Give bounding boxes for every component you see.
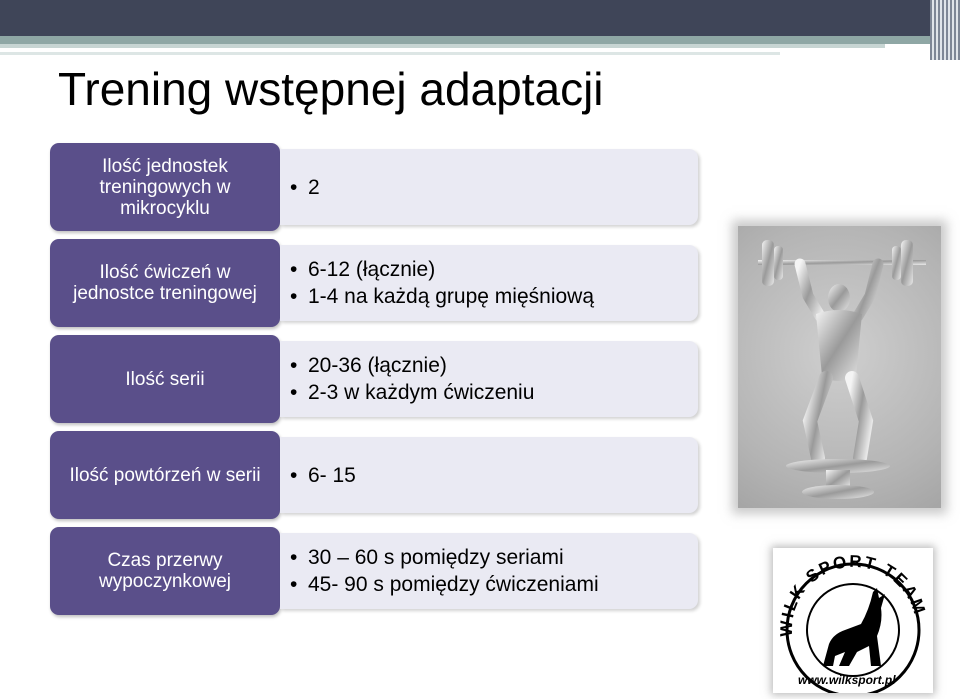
top-stripe xyxy=(0,36,960,44)
decorative-lines xyxy=(930,0,960,60)
slide-title: Trening wstępnej adaptacji xyxy=(58,63,604,115)
bullet-item: • 6-12 (łącznie) xyxy=(290,256,698,283)
bullet-item: • 2 xyxy=(290,174,698,201)
wilk-sport-team-logo xyxy=(773,548,933,693)
top-stripe-light xyxy=(0,52,780,55)
trophy-figure-icon xyxy=(738,226,941,508)
top-stripe-thin xyxy=(0,44,885,48)
bullet-item: • 45- 90 s pomiędzy ćwiczeniami xyxy=(290,571,698,598)
row-content xyxy=(280,245,698,321)
table-row xyxy=(50,239,700,327)
row-label: Ilość serii xyxy=(50,335,280,423)
row-content xyxy=(280,341,698,417)
table-row xyxy=(50,431,700,519)
bullet-item: • 30 – 60 s pomiędzy seriami xyxy=(290,544,698,571)
wolf-logo-icon xyxy=(773,548,933,693)
row-label: Ilość ćwiczeń w jednostce treningowej xyxy=(50,239,280,327)
weightlifter-trophy-image xyxy=(738,226,941,508)
row-label: Ilość jednostek treningowych w mikrocyklu xyxy=(50,143,280,231)
bullet-item: • 20-36 (łącznie) xyxy=(290,352,698,379)
row-content xyxy=(280,533,698,609)
bullet-item: • 2-3 w każdym ćwiczeniu xyxy=(290,379,698,406)
logo-url-text: www.wilksport.pl xyxy=(798,673,896,687)
row-label: Ilość powtórzeń w serii xyxy=(50,431,280,519)
row-content xyxy=(280,149,698,225)
logo-arc-text: WILK SPORT TEAM xyxy=(776,551,930,637)
table-row xyxy=(50,335,700,423)
bullet-item: • 6- 15 xyxy=(290,462,698,489)
row-content xyxy=(280,437,698,513)
table-row xyxy=(50,527,700,615)
table-row xyxy=(50,143,700,231)
top-banner xyxy=(0,0,960,36)
svg-text:WILK SPORT TEAM xyxy=(777,552,930,637)
row-label: Czas przerwy wypoczynkowej xyxy=(50,527,280,615)
bullet-item: • 1-4 na każdą grupę mięśniową xyxy=(290,283,698,310)
